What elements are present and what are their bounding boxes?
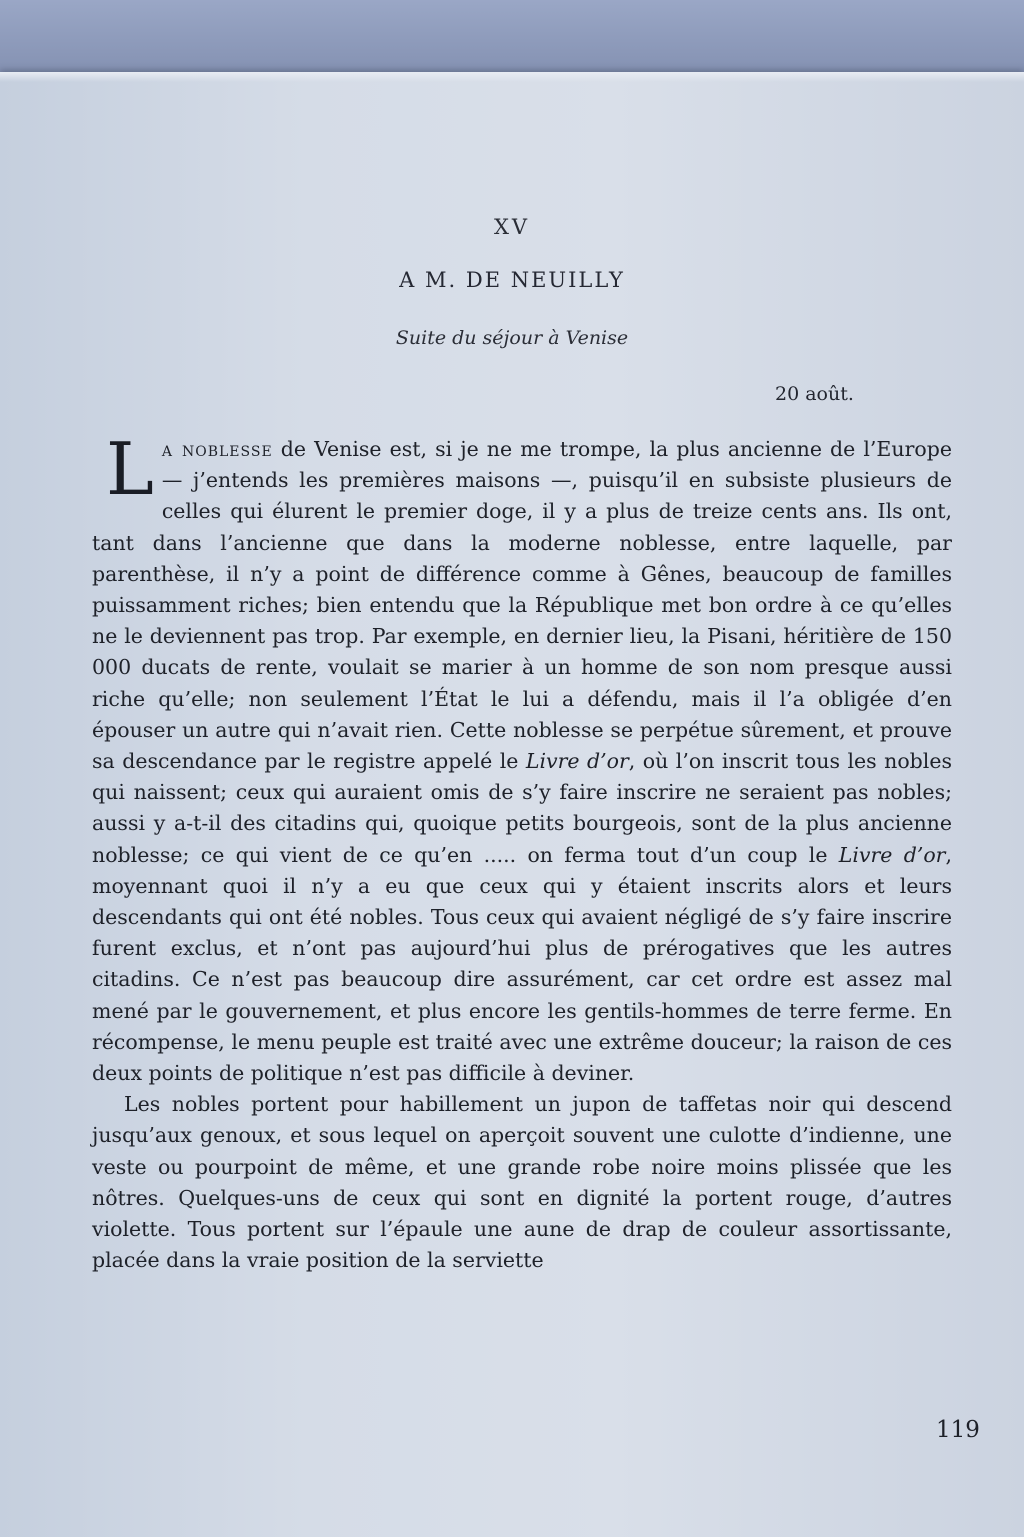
italic-livre-dor-1: Livre d’or bbox=[525, 749, 629, 774]
drop-cap: L bbox=[106, 427, 154, 511]
paragraph-1-text-b: , où l’on inscrit tous les nobles qui naissent; ceux qui auraient omis de s’y faire inscrire ne seraient pas nobles; aussi y a-t-il des citadins qui, quoique petits bourgeois, sont de la plus ancienne noblesse; ce qui vient de ce qu’en ..... on ferma tout d’un coup le bbox=[92, 749, 953, 867]
letter-subtitle: Suite du séjour à Venise bbox=[395, 327, 629, 349]
chapter-number: XV bbox=[493, 215, 531, 239]
letter-body bbox=[92, 427, 953, 1276]
italic-livre-dor-2: Livre d’or bbox=[838, 842, 946, 867]
paragraph-1 bbox=[92, 427, 953, 1089]
page-number: 119 bbox=[936, 1417, 980, 1443]
letter-addressee: A M. DE NEUILLY bbox=[399, 268, 625, 292]
paragraph-1-text-a: de Venise est, si je ne me trompe, la plus ancienne de l’Europe — j’entends les premières maisons —, puisqu’il en subsiste plusieurs de celles qui élurent le premier doge, il y a plus de treize cents ans. Ils ont, tant dans l’ancienne que dans la moderne noblesse, entre laquelle, par parenthèse, il n’y a point de différence comme à Gênes, beaucoup de familles puissamment riches; bien entendu que la République met bon ordre à ce qu’elles ne le deviennent pas trop. Par exemple, en dernier lieu, la Pisani, héritière de 150 000 ducats de rente, voulait se marier à un homme de son nom presque aussi riche qu’elle; non seulement l’État le lui a défendu, mais il l’a obligée d’en épouser un autre qui n’avait rien. Cette noblesse se perpétue sûrement, et prouve sa descendance par le registre appelé le bbox=[92, 437, 952, 774]
paragraph-1-text-c: , moyennant quoi il n’y a eu que ceux qui y étaient inscrits alors et leurs descendants qui ont été nobles. Tous ceux qui avaient négligé de s’y faire inscrire furent exclus, et n’ont pas aujourd’hui plus de prérogatives que les autres citadins. Ce n’est pas beaucoup dire assurément, car cet ordre est assez mal mené par le gouvernement, et plus encore les gentils-hommes de terre ferme. En récompense, le menu peuple est traité avec une extrême douceur; la raison de ces deux points de politique n’est pas difficile à deviner. bbox=[92, 842, 953, 1086]
paragraph-2: Les nobles portent pour habillement un jupon de taffetas noir qui descend jusqu’aux genoux, et sous lequel on aperçoit souvent une culotte d’indienne, une veste ou pourpoint de même, et une grande robe noire moins plissée que les nôtres. Quelques-uns de ceux qui sont en dignité la portent rouge, d’autres violette. Tous portent sur l’épaule une aune de drap de couleur assortissante, placée dans la vraie position de la serviette bbox=[92, 1092, 952, 1273]
letter-date: 20 août. bbox=[775, 383, 854, 405]
page-top-edge bbox=[0, 72, 1024, 82]
small-caps-lead: a noblesse bbox=[161, 437, 273, 461]
book-page bbox=[0, 72, 1024, 1537]
